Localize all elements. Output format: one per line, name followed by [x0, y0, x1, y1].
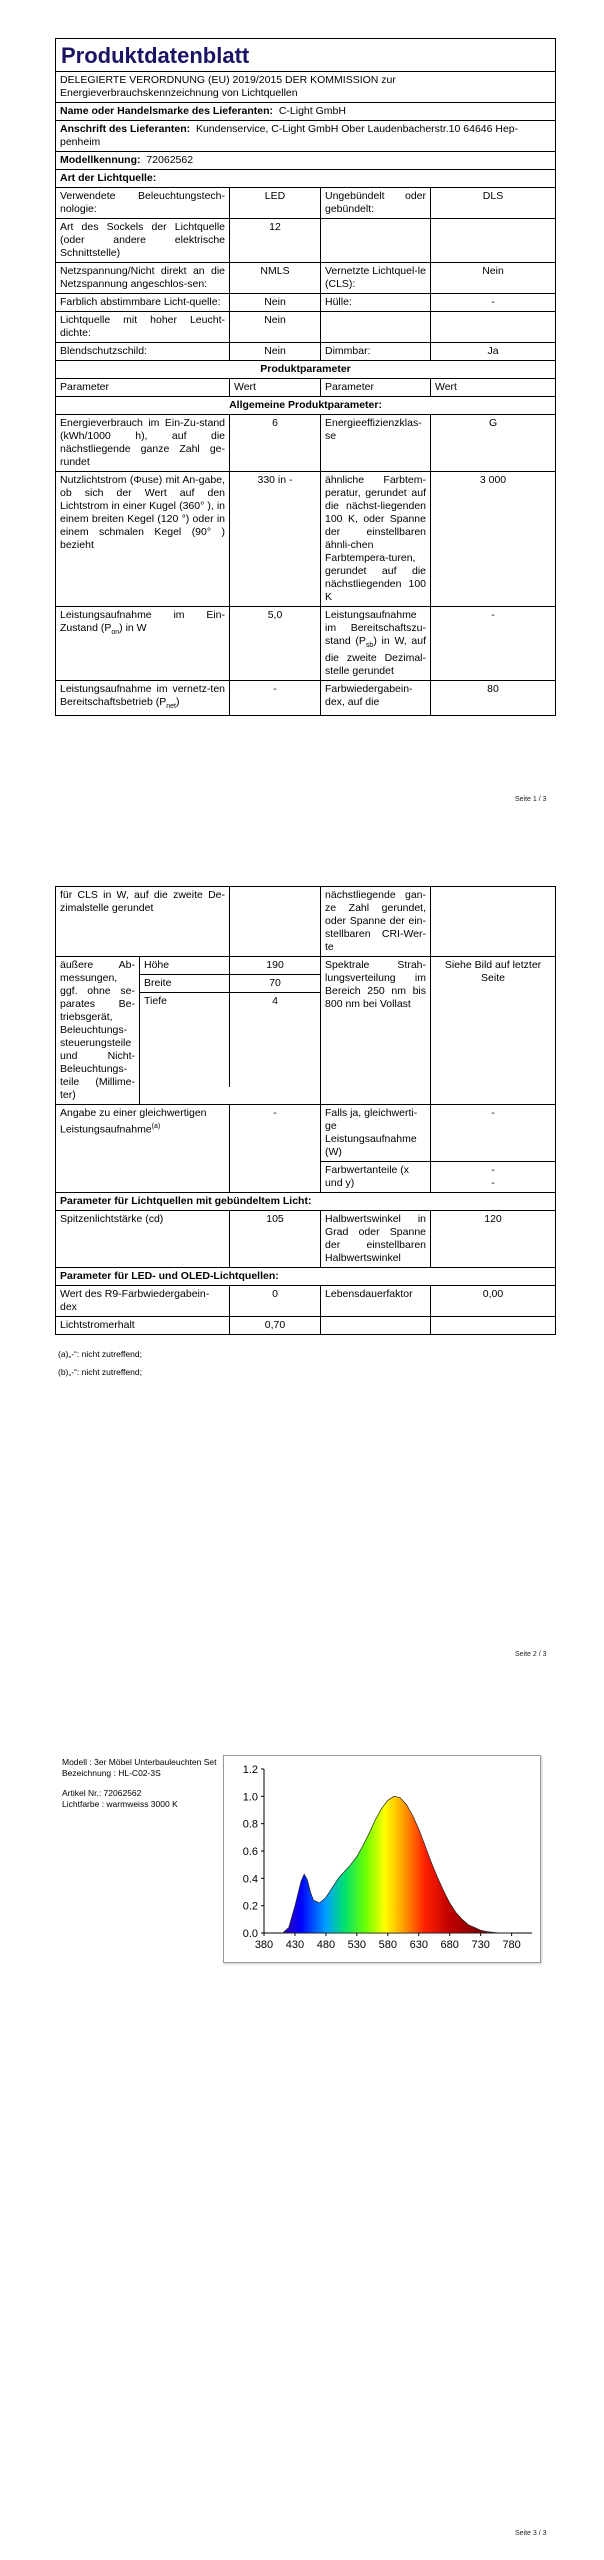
- empty-cell: [431, 887, 556, 957]
- mains-value: NMLS: [230, 263, 321, 294]
- dim-value: 190: [230, 957, 320, 975]
- empty-cell: [321, 219, 431, 263]
- dim-name: Breite: [140, 975, 230, 993]
- directional-value: DLS: [431, 188, 556, 219]
- table-row: [140, 975, 320, 993]
- spectrum-chart-frame: [223, 1755, 541, 1963]
- col-value: Wert: [230, 379, 321, 397]
- peak-intensity-value: 105: [230, 1211, 321, 1268]
- supplier-address-label: Anschrift des Lieferanten:: [60, 123, 191, 135]
- cls-value: Nein: [431, 263, 556, 294]
- x-tick-label: 680: [440, 1939, 459, 1951]
- table-row: [56, 1105, 556, 1162]
- dimensions-table: [140, 957, 320, 1087]
- footnote-ref-a: (a): [151, 1123, 161, 1130]
- param-header-row: [56, 379, 556, 397]
- table-row: [56, 188, 556, 219]
- cls-label: Vernetzte Lichtquel-le (CLS):: [321, 263, 431, 294]
- on-power-label: Leistungsaufnahme im Ein-Zustand $(P_{on})$ in W: [56, 607, 230, 681]
- mains-label: Netzspannung/Nicht direkt an die Netzspannung angeschlos-sen:: [56, 263, 230, 294]
- page-footer: Seite 3 / 3: [515, 2530, 547, 2537]
- y-axis: [243, 1764, 264, 1940]
- empty-cell: [321, 1317, 431, 1335]
- table-row: [140, 957, 320, 975]
- color-temp-label: ähnliche Farbtem-peratur, gerundet auf die nächst-liegenden 100 K, oder Spanne der einstellbaren ähnli-chen Farbtempera-turen, gerundet auf die nächstliegenden 100 K: [321, 472, 431, 607]
- x-tick-label: 530: [347, 1939, 367, 1951]
- footnote-b: (b)„-“: nicht zutreffend;: [58, 1367, 142, 1377]
- empty-cell: [230, 887, 321, 957]
- spectral-label: Spektrale Strah-lungsverteilung im Bereich 250 nm bis 800 nm bei Vollast: [321, 957, 431, 1105]
- caption-model: Modell : 3er Möbel Unterbauleuchten Set: [62, 1757, 217, 1767]
- network-standby-value: -: [230, 681, 321, 716]
- luminance-label: Lichtquelle mit hoher Leucht-dichte:: [56, 312, 230, 343]
- table-row: [56, 343, 556, 361]
- x-tick-label: 380: [254, 1939, 274, 1951]
- dimensions-label: äußere Ab-messungen, ggf. ohne se-parates Be-triebsgerät, Beleuchtungs-steuerungsteile und Nicht-Beleuchtungs-teile (Millime-ter): [56, 957, 140, 1105]
- dim-name: Höhe: [140, 957, 230, 975]
- x-tick-label: 630: [409, 1939, 428, 1951]
- dim-value: 70: [230, 975, 320, 993]
- table-row: [56, 415, 556, 472]
- general-params-header: Allgemeine Produktparameter:: [56, 397, 556, 415]
- y-tick-label: 0.2: [242, 1900, 258, 1913]
- tunable-value: Nein: [230, 294, 321, 312]
- supplier-name-label: Name oder Handelsmarke des Lieferanten:: [60, 105, 273, 117]
- light-type-header: Art der Lichtquelle:: [56, 170, 556, 188]
- table-row: [56, 1286, 556, 1317]
- color-temp-value: 3 000: [431, 472, 556, 607]
- table-row: [56, 957, 556, 1105]
- page-footer: Seite 2 / 3: [515, 1651, 547, 1658]
- y-tick-label: 0.4: [242, 1873, 258, 1886]
- x-tick-label: 730: [471, 1939, 490, 1951]
- page-footer: Seite 1 / 3: [515, 796, 547, 803]
- model-number: 72062562: [146, 154, 194, 166]
- x-tick-label: 480: [316, 1939, 336, 1951]
- table-row: [56, 312, 556, 343]
- survival-factor-value: 0,00: [431, 1286, 556, 1317]
- continued-left: für CLS in W, auf die zweite De-zimalstelle gerundet: [56, 887, 230, 957]
- equivalent-power-w-label: Falls ja, gleichwerti-ge Leistungsaufnahme (W): [321, 1105, 431, 1162]
- page-1: [0, 0, 604, 810]
- table-row: [56, 1317, 556, 1335]
- standby-power-label: Leistungsaufnahme im Bereitschaftszu-stand $(P_{sb})$ in W, auf die zweite Dezimal-stelle gerundet: [321, 607, 431, 681]
- peak-intensity-label: Spitzenlichtstärke (cd): [56, 1211, 230, 1268]
- on-power-value: 5,0: [230, 607, 321, 681]
- directional-params-header: Parameter für Lichtquellen mit gebündeltem Licht:: [56, 1193, 556, 1211]
- x-tick-label: 580: [378, 1939, 397, 1951]
- survival-factor-label: Lebensdauerfaktor: [321, 1286, 431, 1317]
- equivalent-power-w-value: -: [431, 1105, 556, 1162]
- col-parameter: Parameter: [56, 379, 230, 397]
- r9-value: 0: [230, 1286, 321, 1317]
- table-row: [56, 263, 556, 294]
- dim-value: 4: [230, 993, 320, 1088]
- table-row: [56, 887, 556, 957]
- cri-value: 80: [431, 681, 556, 716]
- col-parameter: Parameter: [321, 379, 431, 397]
- table-row: [56, 681, 556, 716]
- model-row: [56, 152, 556, 170]
- col-value: Wert: [431, 379, 556, 397]
- spectrum-chart: [224, 1756, 540, 1962]
- equivalent-power-text: Angabe zu einer gleichwertigen Leistungsaufnahme: [60, 1107, 207, 1136]
- luminance-value: Nein: [230, 312, 321, 343]
- energy-class-value: G: [431, 415, 556, 472]
- model-label: Modellkennung:: [60, 154, 141, 166]
- product-caption: [62, 1757, 217, 1809]
- regulation-text: DELEGIERTE VERORDNUNG (EU) 2019/2015 DER KOMMISSION zur Energieverbrauchskennzeichnung von Lichtquellen: [56, 72, 556, 103]
- empty-cell: [431, 312, 556, 343]
- table-row: [56, 294, 556, 312]
- lumen-maintenance-value: 0,70: [230, 1317, 321, 1335]
- x-axis: [255, 1933, 532, 1951]
- x-tick-label: 780: [502, 1939, 521, 1951]
- y-tick-label: 1.2: [242, 1764, 258, 1776]
- product-params-header: Produktparameter: [56, 361, 556, 379]
- caption-light-color: Lichtfarbe : warmweiss 3000 K: [62, 1798, 178, 1809]
- cap-value: 12: [230, 219, 321, 263]
- directional-label: Ungebündelt oder gebündelt:: [321, 188, 431, 219]
- beam-angle-value: 120: [431, 1211, 556, 1268]
- tech-label: Verwendete Beleuchtungstech-nologie:: [56, 188, 230, 219]
- equivalent-power-value: -: [230, 1105, 321, 1193]
- cri-label: Farbwiedergabein-dex, auf die: [321, 681, 431, 716]
- network-standby-label: Leistungsaufnahme im vernetz-ten Bereitschaftsbetrieb $(P_{net})$: [56, 681, 230, 716]
- luminous-flux-value: 330 in -: [230, 472, 321, 607]
- chromaticity-value: - -: [431, 1162, 556, 1193]
- table-row: [56, 472, 556, 607]
- table-row: [56, 219, 556, 263]
- r9-label: Wert des R9-Farbwiedergabein-dex: [56, 1286, 230, 1317]
- page-title: Produktdatenblatt: [56, 39, 556, 72]
- table-row: [56, 1211, 556, 1268]
- y-tick-label: 0.0: [242, 1928, 258, 1940]
- page-2: [0, 886, 604, 1686]
- empty-cell: [321, 312, 431, 343]
- glare-value: Nein: [230, 343, 321, 361]
- tech-value: LED: [230, 188, 321, 219]
- energy-consumption-value: 6: [230, 415, 321, 472]
- spectrum-area: [283, 1796, 512, 1933]
- cap-label: Art des Sockels der Lichtquelle (oder andere elektrische Schnittstelle): [56, 219, 230, 263]
- supplier-name-row: [56, 103, 556, 121]
- dimmable-label: Dimmbar:: [321, 343, 431, 361]
- table-row: [56, 607, 556, 681]
- beam-angle-label: Halbwertswinkel in Grad oder Spanne der einstellbaren Halbwertswinkel: [321, 1211, 431, 1268]
- y-tick-label: 1.0: [242, 1791, 258, 1804]
- datasheet-table-page1: [55, 38, 556, 716]
- caption-article: Artikel Nr.: 72062562: [62, 1788, 142, 1798]
- glare-label: Blendschutzschild:: [56, 343, 230, 361]
- dim-name: Tiefe: [140, 993, 230, 1088]
- lumen-maintenance-label: Lichtstromerhalt: [56, 1317, 230, 1335]
- luminous-flux-label: Nutzlichtstrom (Φuse) mit An-gabe, ob sich der Wert auf den Lichtstrom in einer Kugel (360° ), in einem breiten Kegel (120 °) oder in einem schmalen Kegel (90° ) bezieht: [56, 472, 230, 607]
- led-params-header: Parameter für LED- und OLED-Lichtquellen:: [56, 1268, 556, 1286]
- datasheet-table-page2: [55, 886, 556, 1335]
- x-tick-label: 430: [285, 1939, 305, 1951]
- envelope-value: -: [431, 294, 556, 312]
- continued-right: nächstliegende gan-ze Zahl gerundet, oder Spanne der ein-stellbaren CRI-Wer-te: [321, 887, 431, 957]
- dimensions-cell: [140, 957, 321, 1105]
- table-row: [140, 993, 320, 1088]
- y-tick-label: 0.6: [242, 1846, 258, 1858]
- empty-cell: [431, 219, 556, 263]
- envelope-label: Hülle:: [321, 294, 431, 312]
- footnote-a: (a)„-“: nicht zutreffend;: [58, 1349, 142, 1359]
- empty-cell: [431, 1317, 556, 1335]
- supplier-address: Kundenservice, C-Light GmbH Ober Laudenbacherstr.10 64646 Hep-penheim: [60, 123, 519, 148]
- spectral-value: Siehe Bild auf letzter Seite: [431, 957, 556, 1105]
- tunable-label: Farblich abstimmbare Licht-quelle:: [56, 294, 230, 312]
- supplier-address-row: [56, 121, 556, 152]
- dimmable-value: Ja: [431, 343, 556, 361]
- energy-class-label: Energieeffizienzklas-se: [321, 415, 431, 472]
- y-tick-label: 0.8: [242, 1818, 258, 1831]
- energy-consumption-label: Energieverbrauch im Ein-Zu-stand (kWh/1000 h), auf die nächstliegende ganze Zahl ge-rundet: [56, 415, 230, 472]
- chromaticity-label: Farbwertanteile (x und y): [321, 1162, 431, 1193]
- caption-designation: Bezeichnung : HL-C02-3S: [62, 1767, 161, 1778]
- supplier-name: C-Light GmbH: [278, 105, 346, 117]
- standby-power-value: -: [431, 607, 556, 681]
- equivalent-power-label: [56, 1105, 230, 1193]
